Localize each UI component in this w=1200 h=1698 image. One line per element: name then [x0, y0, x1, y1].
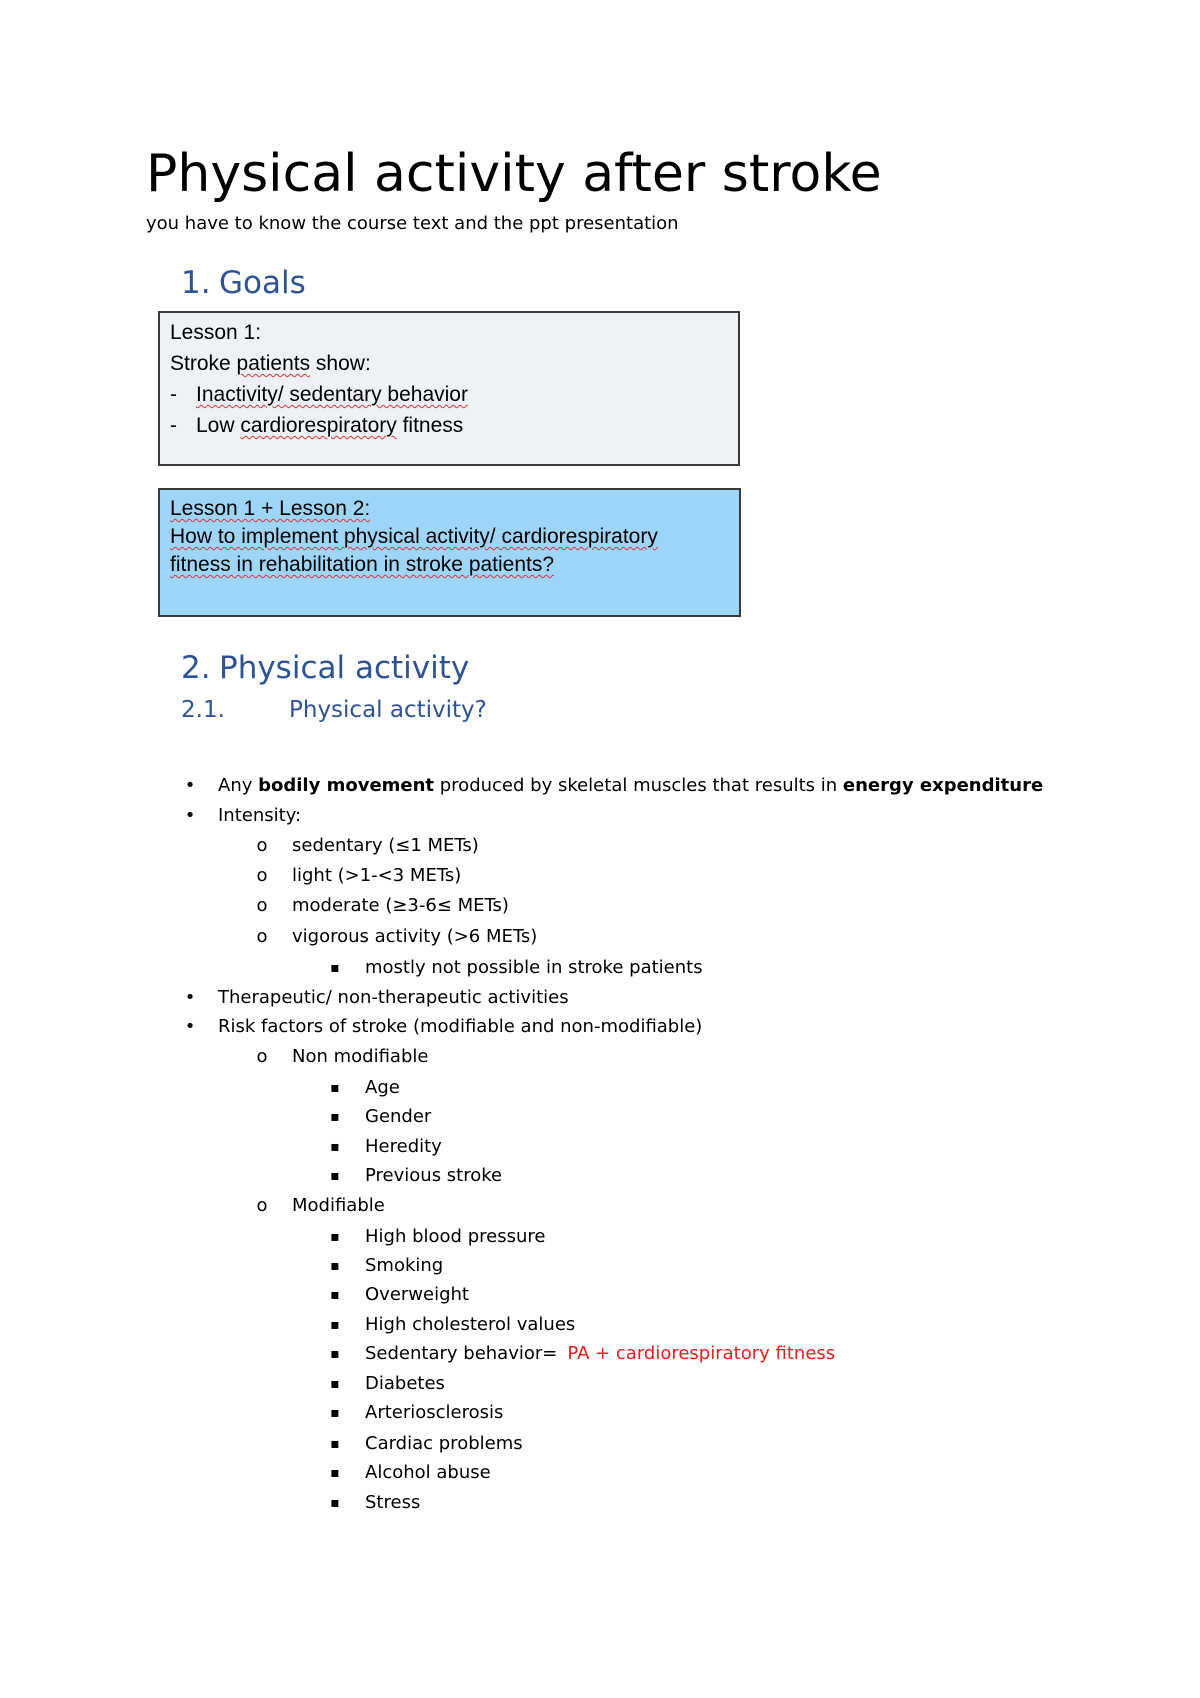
highlight-note: PA + cardiorespiratory fitness — [567, 1343, 836, 1364]
page-title: Physical activity after stroke — [146, 144, 882, 204]
section-number: 1. — [181, 265, 211, 301]
goals-box-lesson1 — [158, 311, 740, 466]
box-line: Lesson 1 + Lesson 2: — [170, 497, 371, 520]
section-number: 2. — [181, 650, 211, 686]
section-heading-goals — [181, 263, 306, 303]
box-line: Lesson 1: — [170, 321, 262, 344]
subsection-heading — [181, 695, 487, 725]
goals-box-lesson1-2 — [158, 488, 741, 617]
box-line: How to implement physical activity/ cardiorespiratory — [170, 525, 658, 548]
section-title: Physical activity — [219, 650, 470, 686]
subsection-title: Physical activity? — [289, 697, 487, 723]
box-list-item: - Low cardiorespiratory fitness — [170, 414, 464, 437]
bullet-marker: • — [184, 805, 196, 826]
section-title: Goals — [219, 265, 306, 301]
box-list-item: - Inactivity/ sedentary behavior — [170, 383, 468, 406]
section-heading-physical-activity — [181, 648, 469, 688]
bullet-marker: • — [184, 775, 196, 796]
page-subtitle: you have to know the course text and the ppt presentation — [146, 213, 679, 234]
subsection-number: 2.1. — [181, 697, 225, 723]
box-line: Stroke patients show: — [170, 352, 371, 375]
box-line: fitness in rehabilitation in stroke patients? — [170, 553, 555, 576]
